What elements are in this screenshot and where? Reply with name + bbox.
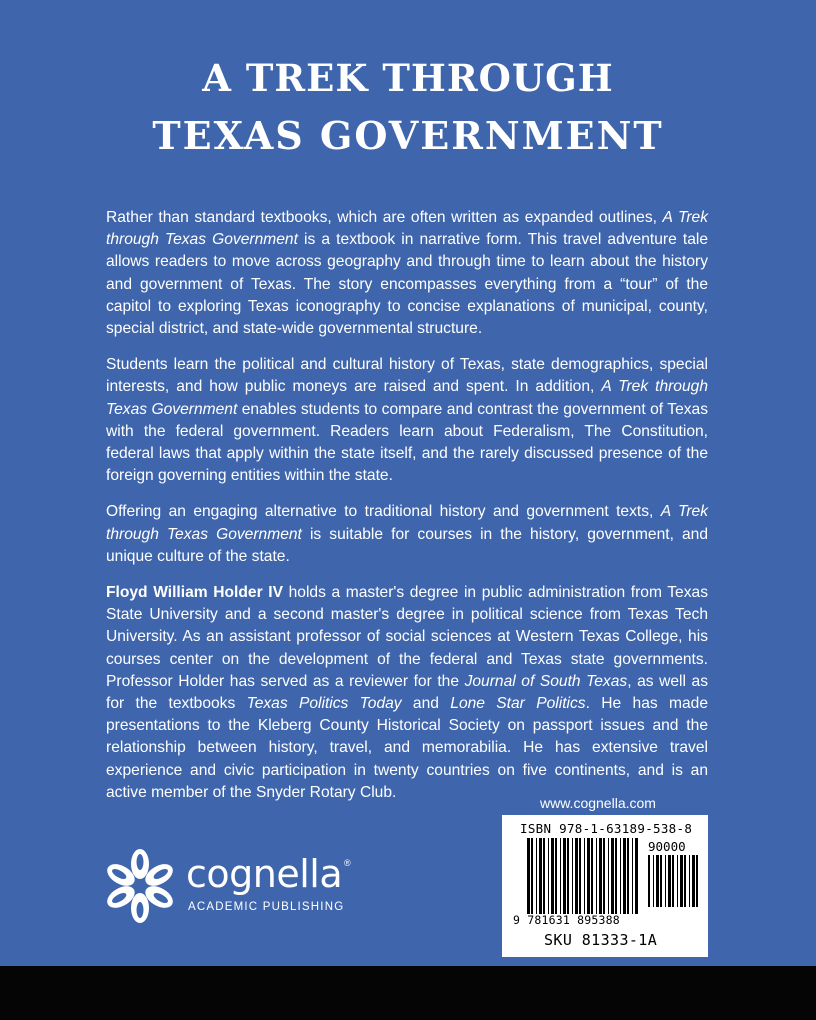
barcode-bar: [539, 838, 542, 914]
price-code: 90000: [648, 839, 686, 854]
publisher-subtitle: ACADEMIC PUBLISHING: [188, 901, 345, 913]
barcode-bar: [692, 855, 695, 907]
barcode-bar: [567, 838, 569, 914]
flower-icon: [100, 846, 180, 926]
barcode-bar: [635, 838, 638, 914]
barcode-bar: [696, 855, 698, 907]
barcode-bar: [548, 838, 549, 914]
barcode-bar: [648, 855, 650, 907]
bottom-strip: [0, 966, 816, 1020]
publisher-website: www.cognella.com: [540, 795, 656, 811]
barcode-bar: [536, 838, 537, 914]
barcode-bar: [656, 855, 659, 907]
barcode-bar: [563, 838, 566, 914]
barcode-bar: [591, 838, 593, 914]
barcode-bar: [660, 855, 662, 907]
author-bio: Floyd William Holder IV holds a master's degree in public administration from Texas State University and a second master's degree in political science from Texas Tech University. As an assistant professor of social sciences at Western Texas College, his courses center on the development of the federal and Texas state governments. Professor Holder has served as a reviewer for the Journal of South Texas, as well as for the textbooks Texas Politics Today and Lone Star Politics. He has made presentations to the Kleberg County Historical Society on passport issues and the relationship between history, travel, and memorabilia. He has extensive travel experience and civic participation in twenty countries on five continents, and is an active member of the Snyder Rotary Club.: [106, 584, 708, 801]
paragraph-2: Students learn the political and cultural history of Texas, state demographics, special interests, and how public moneys are raised and spent. In addition, A Trek through Texas Government enables students to compare and contrast the government of Texas with the federal government. Readers learn about Federalism, The Constitution, federal laws that apply within the state itself, and the rarely discussed presence of the foreign governing entities within the state.: [106, 356, 709, 485]
barcode-bar: [623, 838, 626, 914]
isbn-text: ISBN 978-1-63189-538-8: [520, 821, 693, 836]
barcode-bar: [543, 838, 545, 914]
paragraph-1: Rather than standard textbooks, which are often written as expanded outlines, A Trek through Texas Government is a textbook in narrative form. This travel adventure tale allows readers to move across geography and through time to learn about the history and government of Texas. The story encompasses everything from a “tour” of the capitol to exploring Texas iconography to concise explanations of municipal, county, special district, and state-wide governmental structure.: [106, 209, 708, 338]
barcode-bar: [665, 855, 666, 907]
barcode-bar: [599, 838, 602, 914]
barcode-bar: [653, 855, 654, 907]
sku-text: SKU 81333-1A: [544, 931, 658, 949]
barcode-bar: [572, 838, 573, 914]
barcode-bar: [611, 838, 614, 914]
barcode-bar: [680, 855, 683, 907]
barcode-bar: [551, 838, 554, 914]
barcode-bar: [620, 838, 621, 914]
barcode-bar: [684, 855, 686, 907]
barcode-bar: [584, 838, 585, 914]
barcode-bar: [672, 855, 674, 907]
barcode-bar: [555, 838, 557, 914]
barcode-bar: [579, 838, 581, 914]
barcode-bars: [527, 838, 639, 914]
barcode-bar: [575, 838, 578, 914]
barcode-bar: [587, 838, 590, 914]
barcode-bar: [560, 838, 561, 914]
title-line-2: TEXAS GOVERNMENT: [152, 113, 664, 158]
barcode-bar: [615, 838, 617, 914]
addon-barcode-bars: [648, 855, 700, 907]
barcode-bar: [603, 838, 605, 914]
barcode-bar: [527, 838, 530, 914]
back-cover-description: [106, 207, 708, 818]
publisher-logo: [100, 846, 360, 936]
barcode-bar: [627, 838, 629, 914]
barcode-bar: [668, 855, 671, 907]
barcode-bar: [677, 855, 678, 907]
barcode-digits: 9 781631 895388: [513, 913, 620, 927]
paragraph-3: Offering an engaging alternative to traditional history and government texts, A Trek through Texas Government is suitable for courses in the history, government, and unique culture of the state.: [106, 503, 709, 565]
barcode-bar: [689, 855, 690, 907]
publisher-name: cognella: [186, 852, 343, 896]
barcode-bar: [531, 838, 533, 914]
title-line-1: A TREK THROUGH: [202, 56, 614, 100]
barcode-bar: [608, 838, 609, 914]
barcode-label: [502, 815, 708, 957]
registered-mark: ®: [344, 858, 351, 868]
barcode-bar: [596, 838, 597, 914]
barcode-bar: [632, 838, 633, 914]
